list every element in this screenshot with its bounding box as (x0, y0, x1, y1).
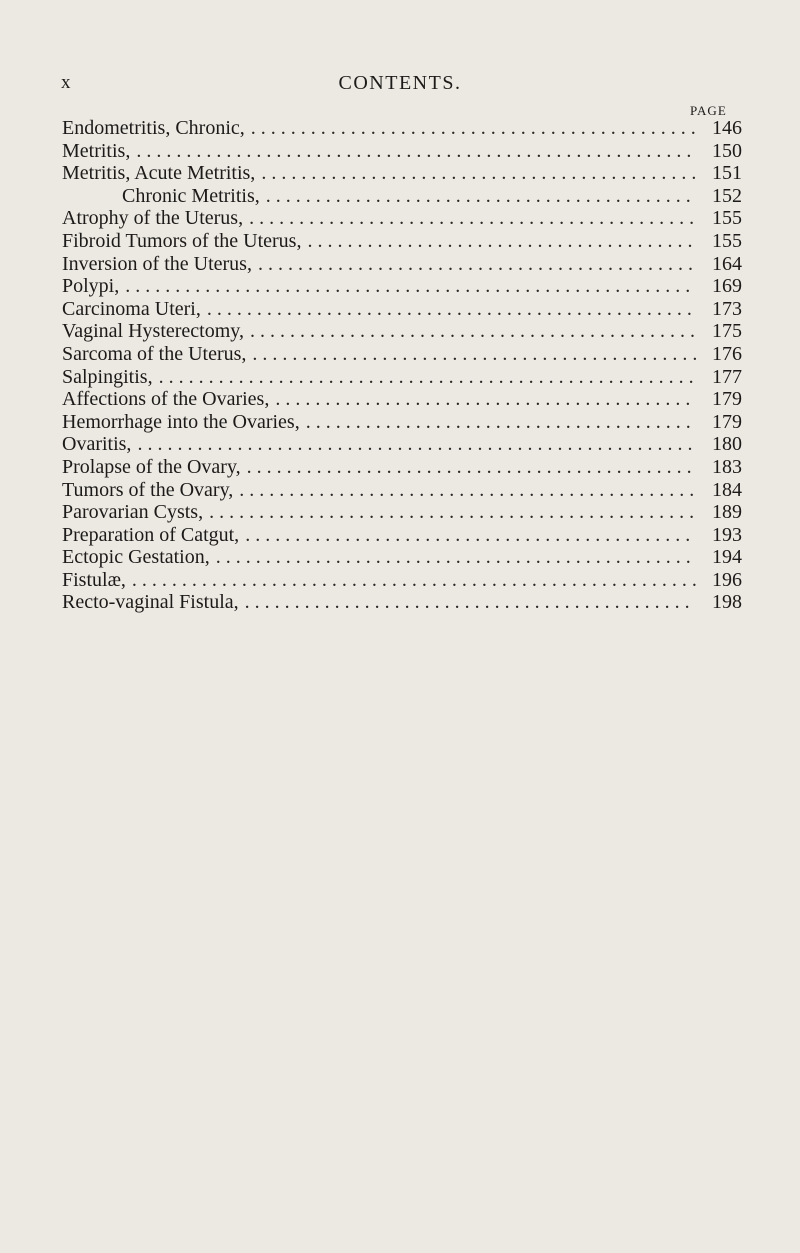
dot-leader (125, 275, 696, 298)
toc-entry-page: 189 (712, 501, 742, 524)
toc-entry-title: Inversion of the Uterus, (62, 252, 252, 275)
toc-entry-title: Metritis, (62, 139, 131, 162)
running-title: CONTENTS. (338, 72, 462, 94)
dot-leader (136, 140, 696, 163)
toc-entry-title: Chronic Metritis, (122, 184, 260, 207)
toc-entry (62, 591, 742, 614)
toc-entry-title: Ovaritis, (62, 433, 132, 456)
dot-leader (239, 479, 696, 502)
toc-entry-page: 155 (712, 229, 742, 252)
toc-entry (62, 411, 742, 434)
dot-leader (216, 546, 696, 569)
toc-entry-title: Recto-vaginal Fistula, (62, 591, 239, 614)
toc-entry (62, 117, 742, 140)
toc-entry-page: 150 (712, 139, 742, 162)
dot-leader (306, 411, 696, 434)
toc-entry-page: 194 (712, 546, 742, 569)
dot-leader (307, 230, 696, 253)
toc-entry (62, 546, 742, 569)
toc-entry (62, 433, 742, 456)
dot-leader (245, 524, 696, 547)
toc-entry (62, 524, 742, 547)
toc-entry (62, 140, 742, 163)
dot-leader (275, 388, 696, 411)
toc-entry-page: 179 (712, 388, 742, 411)
toc-entry-page: 176 (712, 342, 742, 365)
toc-entry-page: 179 (712, 410, 742, 433)
table-of-contents (62, 117, 742, 614)
page-column-label: PAGE (690, 103, 727, 118)
page-number: x (61, 72, 72, 93)
toc-entry (62, 185, 742, 208)
toc-entry-page: 164 (712, 252, 742, 275)
page-header (0, 70, 800, 100)
toc-entry (62, 230, 742, 253)
toc-entry-title: Prolapse of the Ovary, (62, 455, 241, 478)
dot-leader (247, 456, 696, 479)
toc-entry-page: 173 (712, 297, 742, 320)
toc-entry-page: 196 (712, 568, 742, 591)
toc-entry-title: Preparation of Catgut, (62, 523, 240, 546)
toc-entry-title: Sarcoma of the Uterus, (62, 342, 247, 365)
dot-leader (132, 569, 696, 592)
toc-entry-title: Affections of the Ovaries, (62, 388, 270, 411)
dot-leader (266, 185, 696, 208)
toc-entry-title: Atrophy of the Uterus, (62, 207, 244, 230)
toc-entry (62, 320, 742, 343)
toc-entry-title: Polypi, (62, 275, 120, 298)
toc-entry-title: Vaginal Hysterectomy, (62, 320, 244, 343)
dot-leader (137, 433, 696, 456)
dot-leader (250, 320, 696, 343)
toc-entry-page: 180 (712, 433, 742, 456)
toc-entry-title: Fibroid Tumors of the Uterus, (62, 229, 302, 252)
toc-entry-page: 155 (712, 207, 742, 230)
toc-entry (62, 366, 742, 389)
dot-leader (249, 207, 696, 230)
toc-entry-title: Fistulæ, (62, 568, 126, 591)
toc-entry-page: 184 (712, 478, 742, 501)
toc-entry-page: 152 (712, 184, 742, 207)
toc-entry-page: 193 (712, 523, 742, 546)
toc-entry-page: 175 (712, 320, 742, 343)
toc-entry (62, 298, 742, 321)
toc-entry-title: Hemorrhage into the Ovaries, (62, 410, 300, 433)
toc-entry-title: Tumors of the Ovary, (62, 478, 234, 501)
toc-entry (62, 207, 742, 230)
toc-entry-page: 151 (712, 162, 742, 185)
dot-leader (258, 253, 696, 276)
toc-entry (62, 253, 742, 276)
toc-entry-title: Carcinoma Uteri, (62, 297, 201, 320)
toc-entry (62, 275, 742, 298)
dot-leader (245, 591, 696, 614)
toc-entry-title: Metritis, Acute Metritis, (62, 162, 256, 185)
toc-entry (62, 456, 742, 479)
toc-entry (62, 343, 742, 366)
dot-leader (251, 117, 696, 140)
dot-leader (159, 366, 696, 389)
dot-leader (252, 343, 696, 366)
toc-entry (62, 569, 742, 592)
toc-entry-title: Parovarian Cysts, (62, 501, 204, 524)
toc-entry-page: 198 (712, 591, 742, 614)
toc-entry-title: Endometritis, Chronic, (62, 117, 245, 139)
toc-entry (62, 162, 742, 185)
toc-entry (62, 388, 742, 411)
dot-leader (209, 501, 696, 524)
dot-leader (207, 298, 696, 321)
toc-entry (62, 501, 742, 524)
toc-entry (62, 479, 742, 502)
toc-entry-page: 169 (712, 275, 742, 298)
toc-entry-title: Ectopic Gestation, (62, 546, 210, 569)
dot-leader (261, 162, 696, 185)
toc-entry-page: 183 (712, 455, 742, 478)
toc-entry-page: 146 (712, 117, 742, 139)
toc-entry-page: 177 (712, 365, 742, 388)
toc-entry-title: Salpingitis, (62, 365, 153, 388)
